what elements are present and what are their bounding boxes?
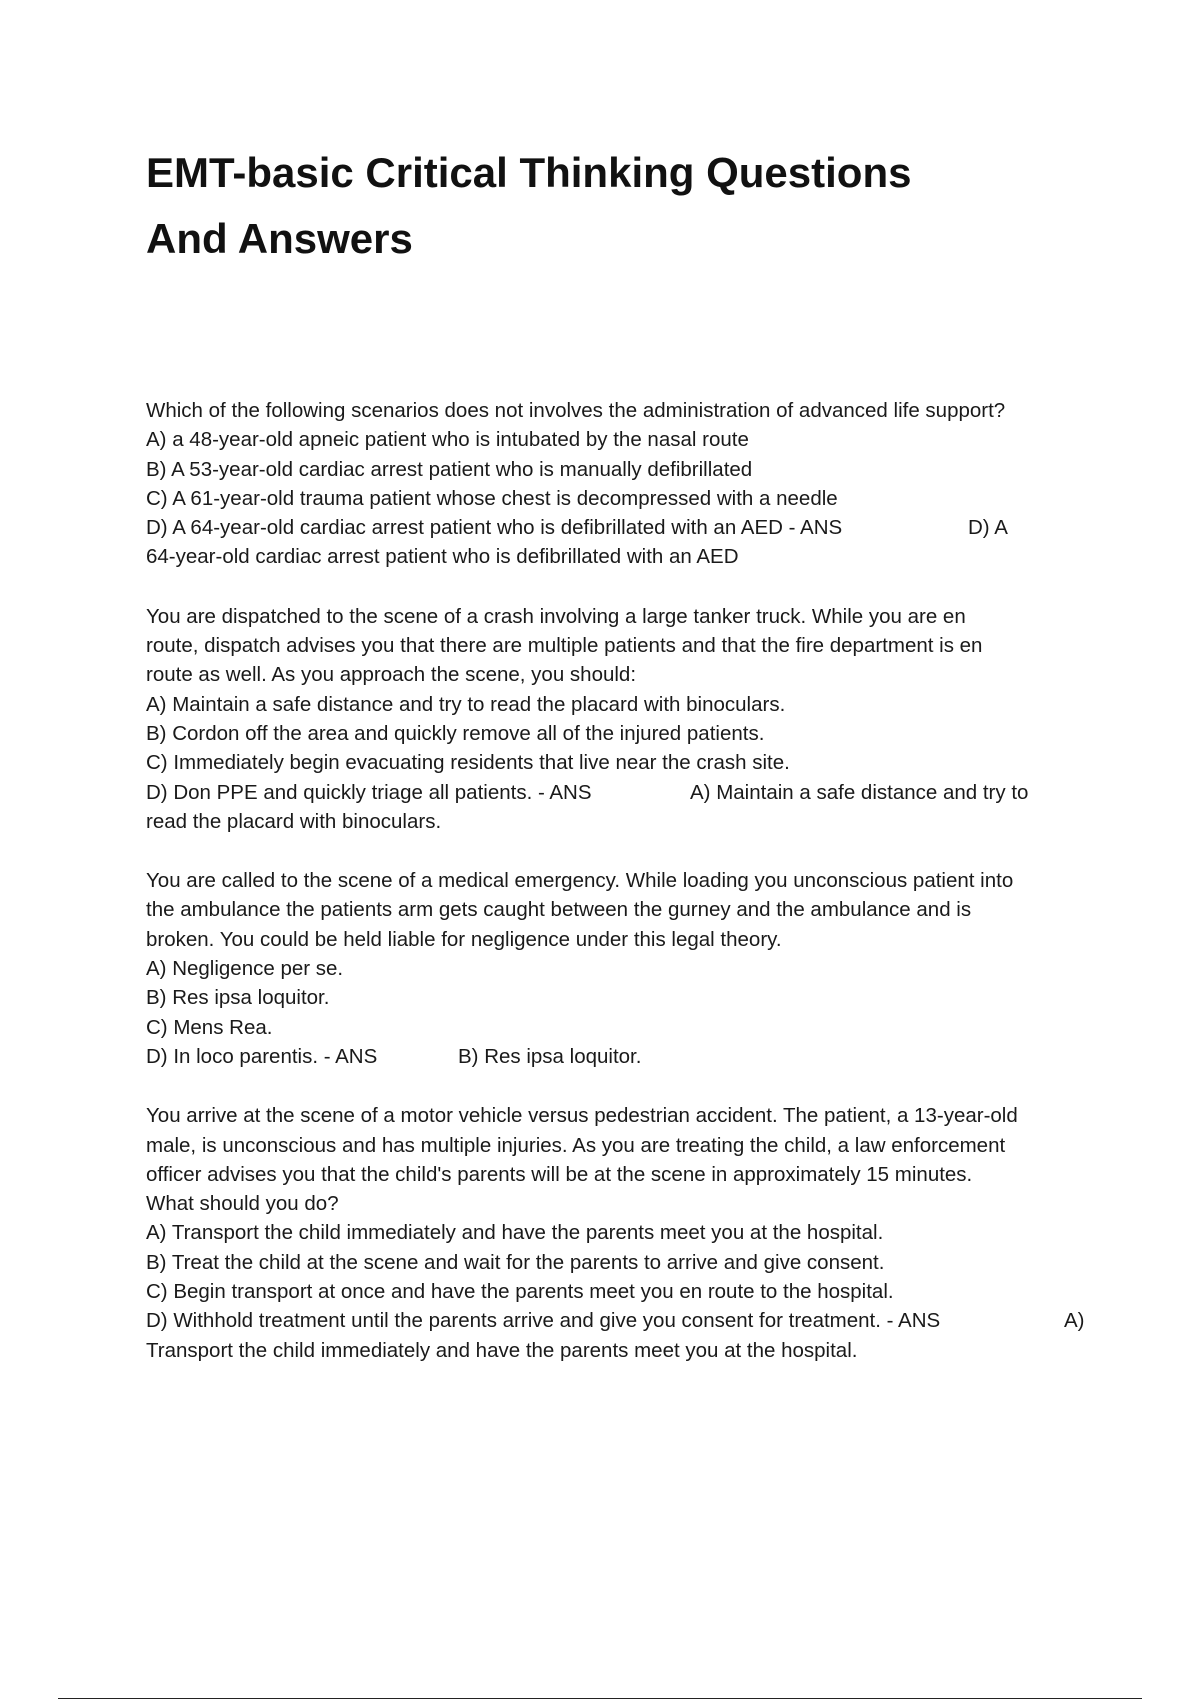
question-text: You arrive at the scene of a motor vehicle versus pedestrian accident. The patient, a 13-year-old (146, 1104, 1018, 1128)
qa-item-1 (146, 396, 1096, 572)
question-text: officer advises you that the child's parents will be at the scene in approximately 15 minutes. (146, 1162, 973, 1186)
option-b: B) Res ipsa loquitor. (146, 986, 330, 1010)
question-text: You are called to the scene of a medical emergency. While loading you unconscious patient into (146, 869, 1014, 893)
question-text: You are dispatched to the scene of a crash involving a large tanker truck. While you are en (146, 604, 966, 628)
option-d-with-answer (146, 1042, 1096, 1071)
option-a: A) Maintain a safe distance and try to read the placard with binoculars. (146, 692, 786, 716)
question-text: male, is unconscious and has multiple injuries. As you are treating the child, a law enforcement (146, 1133, 1006, 1157)
qa-list (146, 396, 1096, 1395)
qa-item-3 (146, 866, 1096, 1071)
question-text: Which of the following scenarios does not involves the administration of advanced life support? (146, 399, 1006, 422)
option-d: D) In loco parentis. - ANS (146, 1044, 378, 1068)
title-line-2: And Answers (146, 215, 413, 262)
qa-item-2 (146, 602, 1096, 836)
option-a: A) Negligence per se. (146, 957, 344, 981)
title-line-1: EMT-basic Critical Thinking Questions (146, 149, 912, 196)
question-text: broken. You could be held liable for negligence under this legal theory. (146, 927, 782, 951)
answer-text: A) (1064, 1309, 1085, 1333)
option-d-with-answer (146, 513, 1096, 542)
question-text: the ambulance the patients arm gets caught between the gurney and the ambulance and is (146, 898, 972, 922)
question-text: route as well. As you approach the scene, you should: (146, 663, 637, 687)
answer-text: D) A (968, 516, 1008, 540)
option-c: C) A 61-year-old trauma patient whose chest is decompressed with a needle (146, 486, 838, 510)
answer-continuation: Transport the child immediately and have the parents meet you at the hospital. (146, 1338, 858, 1362)
answer-text: A) Maintain a safe distance and try to (690, 780, 1029, 804)
option-a: A) Transport the child immediately and have the parents meet you at the hospital. (146, 1221, 884, 1245)
option-d-with-answer (146, 1306, 1096, 1335)
option-b: B) Treat the child at the scene and wait for the parents to arrive and give consent. (146, 1250, 885, 1274)
qa-item-4 (146, 1101, 1096, 1365)
option-b: B) A 53-year-old cardiac arrest patient who is manually defibrillated (146, 457, 753, 481)
option-c: C) Begin transport at once and have the parents meet you en route to the hospital. (146, 1280, 894, 1304)
answer-text: B) Res ipsa loquitor. (458, 1044, 642, 1068)
option-d: D) A 64-year-old cardiac arrest patient who is defibrillated with an AED - ANS (146, 516, 843, 540)
option-a: A) a 48-year-old apneic patient who is intubated by the nasal route (146, 428, 749, 452)
answer-continuation: read the placard with binoculars. (146, 809, 442, 833)
answer-continuation: 64-year-old cardiac arrest patient who is defibrillated with an AED (146, 545, 739, 569)
option-c: C) Mens Rea. (146, 1015, 273, 1039)
page-title (146, 140, 1076, 272)
option-c: C) Immediately begin evacuating residents that live near the crash site. (146, 751, 790, 775)
page-bottom-rule (58, 1698, 1142, 1699)
option-b: B) Cordon off the area and quickly remove all of the injured patients. (146, 721, 765, 745)
option-d: D) Don PPE and quickly triage all patients. - ANS (146, 780, 592, 804)
option-d: D) Withhold treatment until the parents arrive and give you consent for treatment. - ANS (146, 1309, 941, 1333)
option-d-with-answer (146, 778, 1096, 807)
question-text: What should you do? (146, 1192, 339, 1216)
question-text: route, dispatch advises you that there are multiple patients and that the fire department is en (146, 634, 983, 658)
